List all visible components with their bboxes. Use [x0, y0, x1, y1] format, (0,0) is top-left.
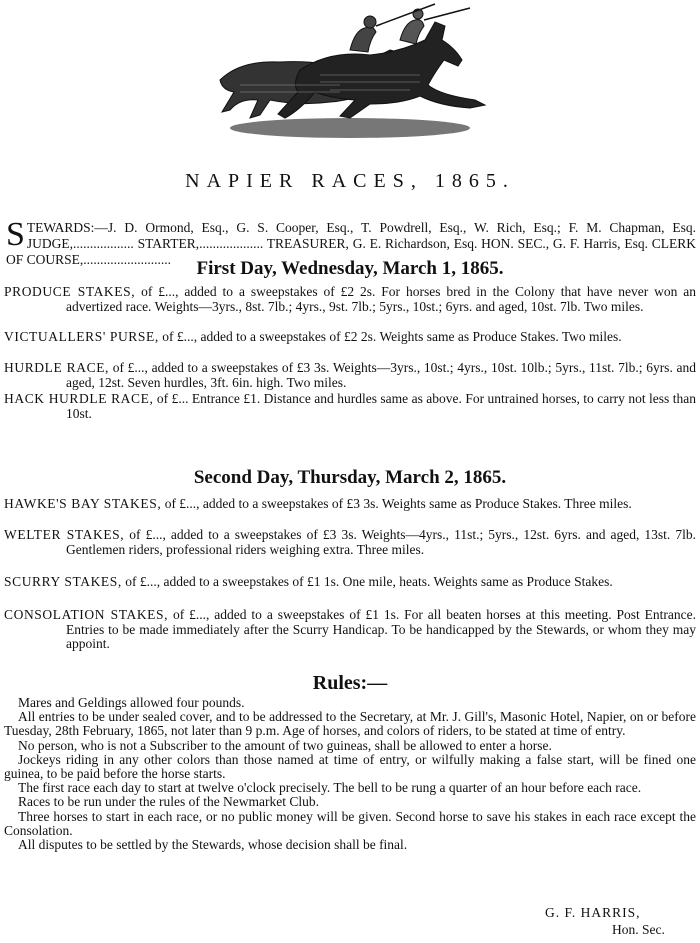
rule-item: Jockeys riding in any other colors than those named at time of entry, or wilfully making a false start, will be fined one guinea, to be paid before the horse starts. — [4, 751, 696, 782]
race-entry — [4, 528, 696, 557]
rules-list — [4, 696, 696, 852]
rule-item: Three horses to start in each race, or no public money will be given. Second horse to save his stakes in each race except the Consolation. — [4, 808, 696, 838]
race-name: PRODUCE STAKES, — [4, 284, 136, 299]
race-name: CONSOLATION STAKES, — [4, 607, 169, 622]
race-name: SCURRY STAKES, — [4, 574, 122, 589]
race-name: HACK HURDLE RACE, — [4, 391, 154, 406]
race-details: of £..., added to a sweepstakes of £3 3s. Weights same as Produce Stakes. Three miles. — [161, 496, 632, 511]
race-entry — [4, 497, 696, 512]
page-title: NAPIER RACES, 1865. — [185, 170, 515, 192]
racing-horses-woodcut-icon — [200, 0, 500, 150]
rule-item: All disputes to be settled by the Stewards, whose decision shall be final. — [18, 837, 408, 853]
race-details: of £... Entrance £1. Distance and hurdles same as above. For untrained horses, to carry not less than 10st. — [66, 391, 696, 421]
race-details: of £..., added to a sweepstakes of £1 1s. One mile, heats. Weights same as Produce Stakes. — [121, 574, 613, 589]
race-details: of £..., added to a sweepstakes of £1 1s. For all beaten horses at this meeting. Post Entrance. Entries to be made immediately after the Scurry Handicap. To be handicapped by the Stewards, or whom they may appoint. — [66, 607, 697, 651]
rules-heading: Rules:— — [312, 672, 388, 694]
race-entry — [4, 608, 696, 652]
rule-item: No person, who is not a Subscriber to the amount of two guineas, shall be allowed to enter a horse. — [18, 737, 552, 753]
race-entry — [4, 575, 696, 590]
race-entry — [4, 361, 696, 390]
drop-cap: S — [6, 216, 25, 253]
race-details: of £..., added to a sweepstakes of £2 2s. For horses bred in the Colony that have never won an advertized race. Weights—3yrs., 8st. 7lb.; 4yrs., 9st. 7lb.; 5yrs., 10st.; 6yrs. and aged, 10st. 7lb. Two miles. — [66, 284, 696, 314]
race-entry — [4, 392, 696, 421]
race-details: of £..., added to a sweepstakes of £3 3s. Weights—4yrs., 11st.; 5yrs., 12st. 6yrs. and aged, 13st. 7lb. Gentlemen riders, professional riders weighing extra. Three miles. — [66, 527, 696, 557]
rule-item: Mares and Geldings allowed four pounds. — [18, 695, 245, 710]
rule-item: The first race each day to start at twelve o'clock precisely. The bell to be rung a quarter of an hour before each race. — [18, 780, 642, 796]
race-entry — [4, 330, 696, 345]
race-name: VICTUALLERS' PURSE, — [4, 329, 159, 344]
rule-item: Races to be run under the rules of the Newmarket Club. — [18, 794, 320, 810]
day2-heading: Second Day, Thursday, March 2, 1865. — [193, 467, 507, 488]
race-entry — [4, 285, 696, 314]
rule-item: All entries to be under sealed cover, and to be addressed to the Secretary, at Mr. J. Gill's, Masonic Hotel, Napier, on or before Tuesday, 28th February, 1865, not later than 9 p.m. Age of horses, and colors of riders, to be stated at time of entry. — [4, 709, 696, 739]
signature-name: G. F. HARRIS, — [545, 905, 641, 920]
day1-heading: First Day, Wednesday, March 1, 1865. — [196, 258, 504, 279]
race-details: of £..., added to a sweepstakes of £2 2s. Weights same as Produce Stakes. Two miles. — [158, 329, 622, 344]
stewards-text: TEWARDS:—J. D. Ormond, Esq., G. S. Cooper, Esq., T. Powdrell, Esq., W. Rich, Esq.; F. M. Chapman, Esq. JUDGE,.................. STARTER,................... TREASURER, G. E. Richardson, Esq. HON. SEC., G. F. Harris, Esq. CLERK OF COURSE,.......................... — [6, 220, 696, 267]
race-name: HURDLE RACE, — [4, 360, 110, 375]
race-name: WELTER STAKES, — [4, 527, 125, 542]
signature-title: Hon. Sec. — [612, 922, 665, 937]
race-details: of £..., added to a sweepstakes of £3 3s. Weights—3yrs., 10st.; 4yrs., 10st. 10lb.; 5yrs., 11st. 7lb.; 6yrs. and aged, 12st. Seven hurdles, 3ft. 6in. high. Two miles. — [66, 360, 697, 390]
race-name: HAWKE'S BAY STAKES, — [4, 496, 162, 511]
